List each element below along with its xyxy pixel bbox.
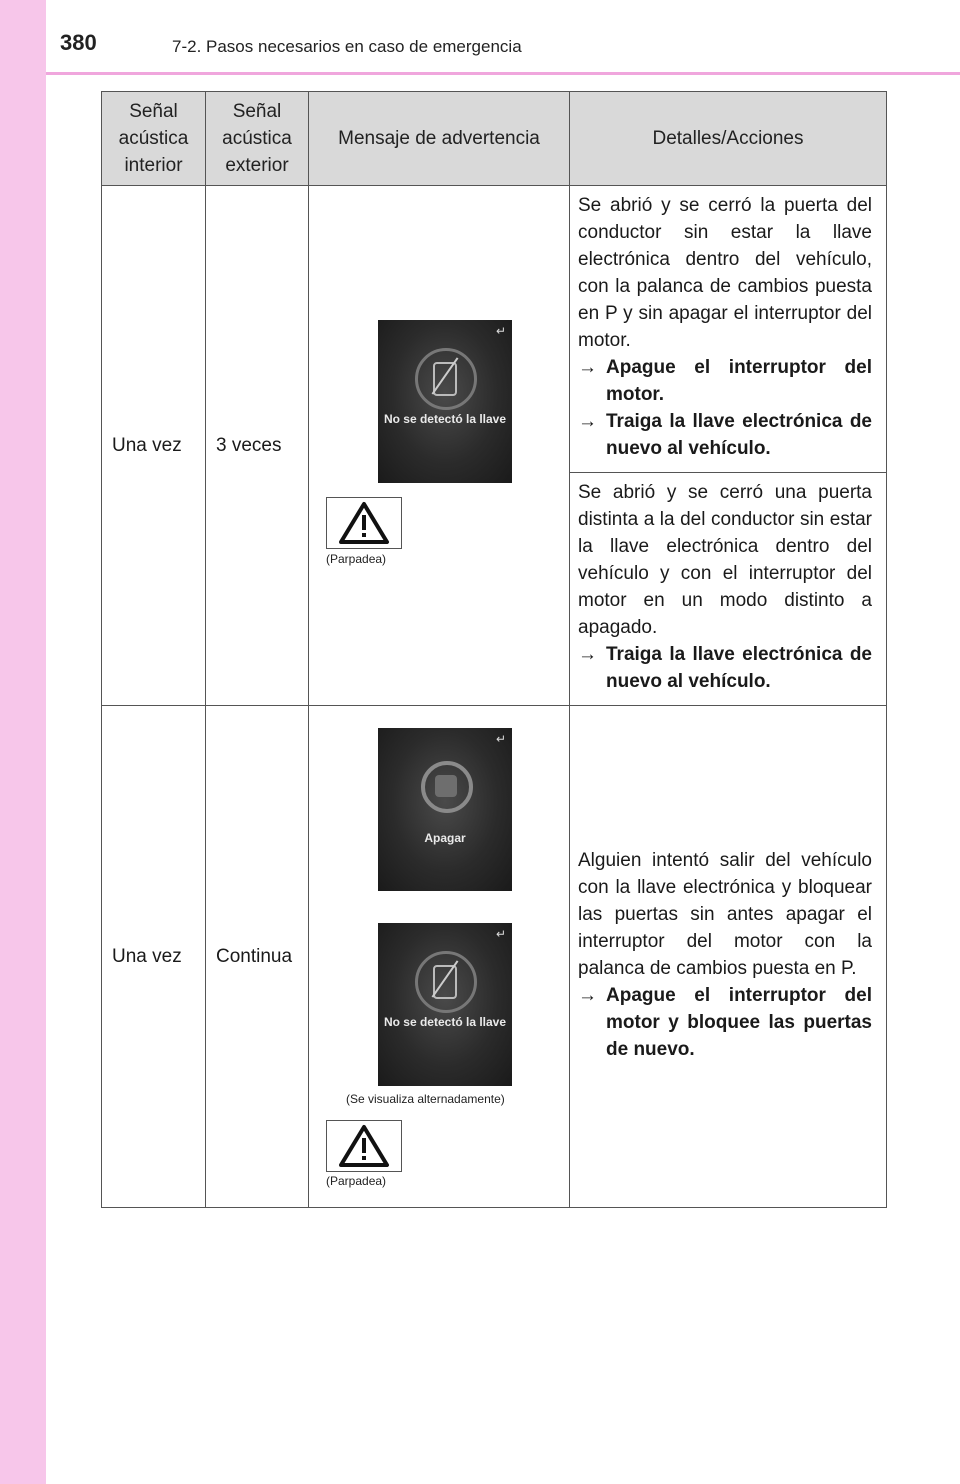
cell-interior: Una vez: [102, 706, 206, 1208]
cell-exterior: Continua: [206, 706, 309, 1208]
page-header: [46, 0, 960, 74]
cell-exterior: 3 veces: [206, 186, 309, 706]
action-item: [578, 354, 872, 408]
warning-indicator-box: [326, 1120, 402, 1172]
screen-message: No se detectó la llave: [383, 412, 507, 426]
column-header-message: Mensaje de advertencia: [309, 92, 570, 186]
cell-details: [570, 186, 887, 473]
warning-table: [101, 91, 887, 1208]
screen-message: No se detectó la llave: [383, 1015, 507, 1029]
header-divider: [46, 72, 960, 75]
action-item: [578, 408, 872, 462]
cell-details: [570, 473, 887, 706]
action-item: [578, 641, 872, 695]
display-screen-key-not-detected: [378, 320, 512, 483]
return-arrow-icon: ↵: [495, 732, 506, 746]
screen-message: Apagar: [424, 831, 466, 845]
detail-text: Alguien intentó salir del vehículo con la llave electrónica y bloquear las puertas sin antes apagar el interruptor del motor con la palanca de cambios puesta en P.: [578, 849, 872, 979]
action-text: Traiga la llave electrónica de nuevo al vehículo.: [606, 411, 872, 459]
flash-caption: (Parpadea): [326, 552, 387, 566]
table-row: [102, 186, 887, 473]
cell-interior: Una vez: [102, 186, 206, 706]
action-item: [578, 982, 872, 1063]
display-screen-power-off: [378, 728, 512, 891]
table-header-row: [102, 92, 887, 186]
action-text: Traiga la llave electrónica de nuevo al vehículo.: [606, 644, 872, 692]
page-number: 380: [60, 30, 97, 55]
flash-caption: (Parpadea): [326, 1174, 387, 1188]
smart-key-icon: [433, 362, 457, 396]
smart-key-icon: [433, 965, 457, 999]
cell-details: [570, 706, 887, 1208]
power-button-icon: [435, 775, 457, 797]
column-header-exterior: Señal acústica exterior: [206, 92, 309, 186]
detail-text: Se abrió y se cerró la puerta del conductor sin estar la llave electrónica dentro del vehículo, con la palanca de cambios puesta en P y sin apagar el interruptor del motor.: [578, 195, 872, 351]
table-row: [102, 706, 887, 1208]
return-arrow-icon: ↵: [495, 324, 506, 338]
section-title: 7-2. Pasos necesarios en caso de emergencia: [172, 37, 522, 56]
warning-triangle-icon: [327, 1121, 401, 1171]
arrow-icon: →: [578, 644, 597, 665]
column-header-details: Detalles/Acciones: [570, 92, 887, 186]
side-tab-bar: [0, 0, 46, 1484]
alternate-caption: (Se visualiza alternadamente): [346, 1092, 505, 1106]
return-arrow-icon: ↵: [495, 927, 506, 941]
arrow-icon: →: [578, 357, 597, 378]
cell-warning-message: [309, 706, 570, 1208]
arrow-icon: →: [578, 984, 597, 1006]
warning-triangle-icon: [327, 498, 401, 548]
display-screen-key-not-detected: [378, 923, 512, 1086]
arrow-icon: →: [578, 411, 597, 432]
detail-text: Se abrió y se cerró una puerta distinta a la del conductor sin estar la llave electrónica dentro del vehículo y con el interruptor del motor en un modo distinto a apagado.: [578, 482, 872, 638]
column-header-interior: Señal acústica interior: [102, 92, 206, 186]
cell-warning-message: [309, 186, 570, 706]
action-text: Apague el interruptor del motor.: [606, 357, 872, 405]
warning-indicator-box: [326, 497, 402, 549]
action-text: Apague el interruptor del motor y bloquee las puertas de nuevo.: [606, 984, 872, 1060]
